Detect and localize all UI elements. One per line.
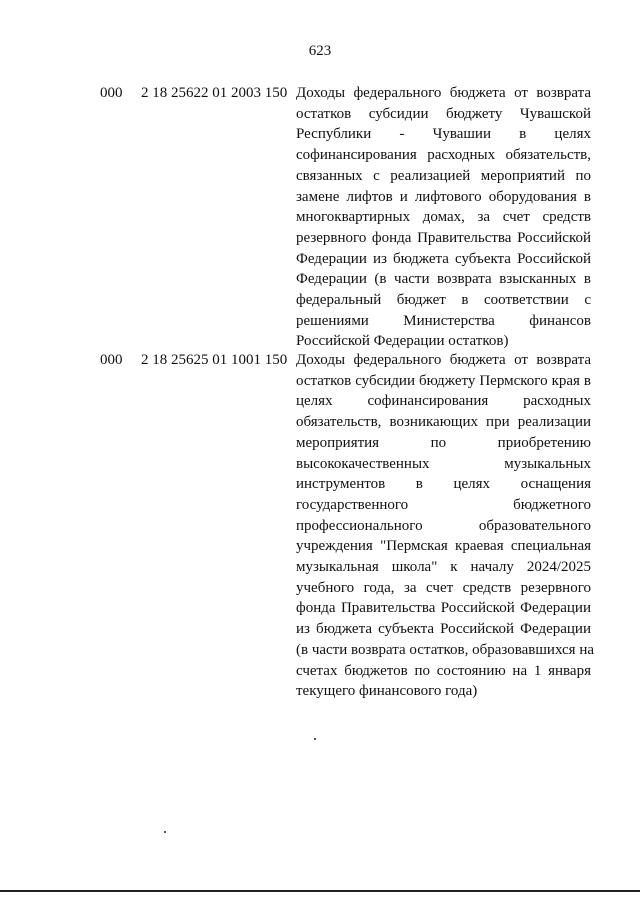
description-line: остатков субсидии бюджету Чувашской [296,105,591,122]
description-line: учебного года, за счет средств резервного [296,579,591,596]
description-line: Российской Федерации остатков) [296,333,509,350]
description-line: высококачественных музыкальных [296,455,591,472]
administrator-code: 000 [100,352,123,368]
description-line: резервного фонда Правительства Российской [296,229,591,246]
income-description [296,83,591,352]
description-line: фонда Правительства Российской Федерации [296,600,591,617]
description-line: государственного бюджетного [296,496,591,513]
description-line: мероприятия по приобретению [296,434,591,451]
scan-speck [314,738,316,740]
description-line: остатков субсидии бюджету Пермского края в [296,372,591,389]
description-line: связанных с реализацией мероприятий по [296,167,591,184]
description-line: Доходы федерального бюджета от возврата [296,352,591,368]
description-line: целях софинансирования расходных [296,393,591,410]
description-line: Федерации из бюджета субъекта Российской [296,250,591,267]
description-line: федеральный бюджет в соответствии с [296,292,591,309]
description-line: Федерации (в части возврата взысканных в [296,271,591,288]
page-number: 623 [308,43,332,59]
description-line: инструментов в целях оснащения [296,476,591,493]
description-line: учреждения "Пермская краевая специальная [296,538,591,555]
description-line: (в части возврата остатков, образовавшихся на [296,641,595,658]
description-line: решениями Министерства финансов [296,312,591,329]
administrator-code: 000 [100,85,123,101]
budget-classification-code: 2 18 25625 01 1001 150 [141,352,288,368]
description-line: профессионального образовательного [296,517,591,534]
bottom-rule [0,890,640,892]
description-line: обязательств, возникающих при реализации [296,414,591,431]
description-line: многоквартирных домах, за счет средств [296,209,591,226]
scan-speck [164,831,166,833]
description-line: музыкальная школа" к началу 2024/2025 [296,559,591,576]
description-line: Доходы федерального бюджета от возврата [296,85,591,101]
description-line: из бюджета субъекта Российской Федерации [296,621,591,638]
description-line: замене лифтов и лифтового оборудования в [296,188,591,205]
description-line: текущего финансового года) [296,683,478,700]
income-description [296,350,595,702]
description-line: Республики - Чувашии в целях [296,126,591,143]
description-line: софинансирования расходных обязательств, [296,147,591,164]
description-line: счетах бюджетов по состоянию на 1 января [296,662,591,679]
budget-classification-code: 2 18 25622 01 2003 150 [141,85,288,101]
